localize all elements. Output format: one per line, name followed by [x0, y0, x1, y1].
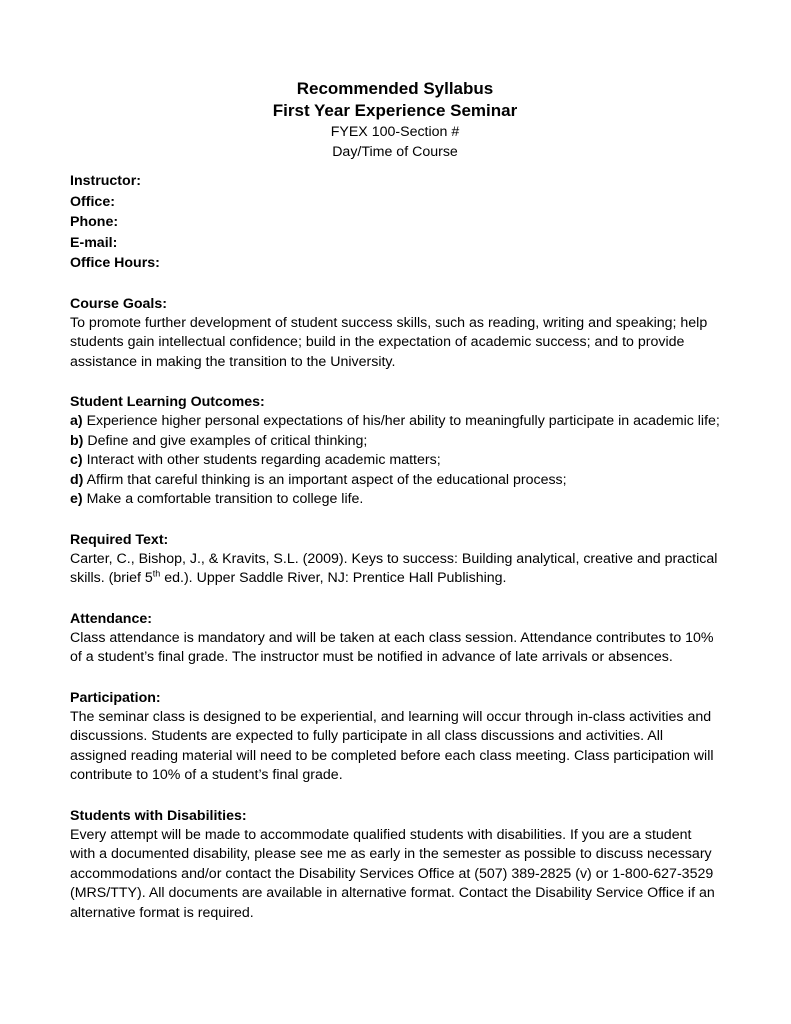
attendance-section [70, 609, 720, 668]
document-page [70, 78, 720, 923]
edition-superscript: th [152, 568, 161, 579]
outcome-text: Interact with other students regarding academic matters; [86, 452, 441, 468]
course-daytime: Day/Time of Course [332, 144, 458, 160]
disabilities-heading: Students with Disabilities: [70, 807, 247, 824]
title-block [70, 78, 720, 162]
learning-outcomes-heading: Student Learning Outcomes: [70, 394, 265, 410]
citation-line-1: Carter, C., Bishop, J., & Kravits, S.L. (2009). Keys to success: Building analytical, creative and practical [70, 550, 718, 567]
outcome-letter: b) [70, 432, 84, 449]
citation-part: ed.). Upper Saddle River, NJ: Prentice Hall Publishing. [160, 570, 507, 586]
document-subtitle: First Year Experience Seminar [272, 101, 518, 120]
learning-outcomes-section [70, 392, 720, 510]
course-goals-text: To promote further development of student success skills, such as reading, writing and speaking; help students gain intellectual confidence; build in the expectation of academic success; and to provide assistance in making the transition to the University. [70, 314, 708, 370]
outcome-letter: c) [70, 452, 83, 468]
office-label: Office: [70, 193, 115, 210]
outcome-text: Define and give examples of critical thinking; [87, 432, 368, 449]
disabilities-section [70, 806, 720, 924]
phone-label: Phone: [70, 214, 119, 230]
contact-block [70, 171, 720, 274]
course-goals-heading: Course Goals: [70, 295, 167, 312]
outcome-item [70, 451, 720, 471]
outcome-text: Make a comfortable transition to college life. [86, 491, 364, 507]
attendance-heading: Attendance: [70, 610, 152, 627]
outcome-text: Experience higher personal expectations of his/her ability to meaningfully participate in academic life; [86, 413, 720, 429]
office-hours-label: Office Hours: [70, 255, 160, 271]
disabilities-text: Every attempt will be made to accommodate qualified students with disabilities. If you are a student with a documented disability, please see me as early in the semester as possible to discuss necessary accommodations and/or contact the Disability Services Office at (507) 389-2825 (v) or 1-800-627-3529 (MRS/TTY). All documents are available in alternative format. Contact the Disability Service Office if an alternative format is required. [70, 826, 715, 921]
participation-text: The seminar class is designed to be experiential, and learning will occur through in-class activities and discussions. Students are expected to fully participate in all class discussions and activities. All assigned reading material will need to be completed before each class meeting. Class participation will contribute to 10% of a student’s final grade. [70, 708, 714, 783]
citation-part: skills. (brief 5 [70, 570, 153, 586]
outcome-letter: d) [70, 471, 84, 488]
participation-heading: Participation: [70, 689, 161, 706]
outcome-item [70, 471, 720, 491]
participation-section [70, 688, 720, 786]
outcome-text: Affirm that careful thinking is an important aspect of the educational process; [86, 471, 567, 488]
email-label: E-mail: [70, 234, 118, 251]
document-title: Recommended Syllabus [296, 79, 494, 98]
course-goals-section [70, 294, 720, 373]
outcome-item [70, 432, 720, 452]
instructor-label: Instructor: [70, 173, 141, 189]
course-section: FYEX 100-Section # [330, 124, 460, 140]
outcome-letter: e) [70, 491, 83, 507]
outcome-letter: a) [70, 413, 83, 429]
outcome-item [70, 490, 720, 510]
citation-line-2 [70, 569, 720, 589]
outcome-item [70, 412, 720, 432]
required-text-heading: Required Text: [70, 531, 169, 548]
attendance-text: Class attendance is mandatory and will be taken at each class session. Attendance contributes to 10% of a student’s final grade. The instructor must be notified in advance of late arrivals or absences. [70, 629, 714, 665]
required-text-section [70, 530, 720, 589]
